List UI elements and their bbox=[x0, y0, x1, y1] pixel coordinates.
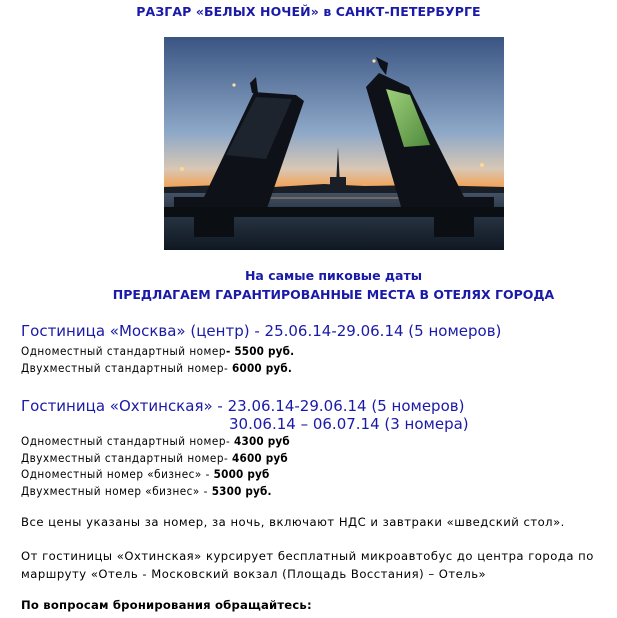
room-line bbox=[21, 451, 288, 465]
room-price: 5500 руб. bbox=[234, 344, 295, 358]
intro-line-2: ПРЕДЛАГАЕМ ГАРАНТИРОВАННЫЕ МЕСТА В ОТЕЛЯХ ГОРОДА bbox=[112, 287, 555, 302]
room-sep: - bbox=[223, 451, 233, 465]
hotel-title-okhtinskaya-dates-2: 30.06.14 – 06.07.14 (3 номера) bbox=[229, 415, 469, 433]
room-price: 4300 руб bbox=[234, 434, 290, 448]
room-price: 4600 руб bbox=[232, 451, 288, 465]
room-name: Одноместный стандартный номер bbox=[21, 434, 226, 448]
room-sep: - bbox=[199, 484, 212, 498]
room-name: Одноместный номер «бизнес» bbox=[21, 467, 202, 481]
booking-contact-label: По вопросам бронирования обращайтесь: bbox=[21, 598, 312, 612]
room-sep: - bbox=[225, 344, 235, 358]
white-nights-bridge-photo bbox=[164, 37, 504, 250]
room-line bbox=[21, 344, 294, 358]
room-price: 6000 руб. bbox=[232, 361, 293, 375]
room-price: 5000 руб bbox=[213, 467, 270, 481]
hotel-title-okhtinskaya: Гостиница «Охтинская» - 23.06.14-29.06.14 (5 номеров) bbox=[21, 397, 465, 415]
room-line bbox=[21, 434, 290, 448]
room-line bbox=[21, 467, 269, 481]
shuttle-note: От гостиницы «Охтинская» курсирует бесплатный микроавтобус до центра города по маршруту «Отель - Московский вокзал (Площадь Восстания) – Отель» bbox=[21, 549, 594, 581]
room-name: Одноместный стандартный номер bbox=[21, 344, 226, 358]
room-name: Двухместный номер «бизнес» bbox=[21, 484, 200, 498]
intro-line-1: На самые пиковые даты bbox=[244, 268, 423, 283]
room-sep: - bbox=[225, 434, 235, 448]
room-name: Двухместный стандартный номер bbox=[21, 451, 224, 465]
prices-note: Все цены указаны за номер, за ночь, включают НДС и завтраки «шведский стол». bbox=[21, 515, 565, 529]
room-name: Двухместный стандартный номер bbox=[21, 361, 224, 375]
room-sep: - bbox=[201, 467, 214, 481]
room-sep: - bbox=[223, 361, 233, 375]
room-line bbox=[21, 361, 292, 375]
room-line bbox=[21, 484, 272, 498]
page-title: РАЗГАР «БЕЛЫХ НОЧЕЙ» в САНКТ-ПЕТЕРБУРГЕ bbox=[136, 4, 481, 19]
hotel-title-moskva: Гостиница «Москва» (центр) - 25.06.14-29.06.14 (5 номеров) bbox=[21, 322, 502, 340]
room-price: 5300 руб. bbox=[211, 484, 272, 498]
